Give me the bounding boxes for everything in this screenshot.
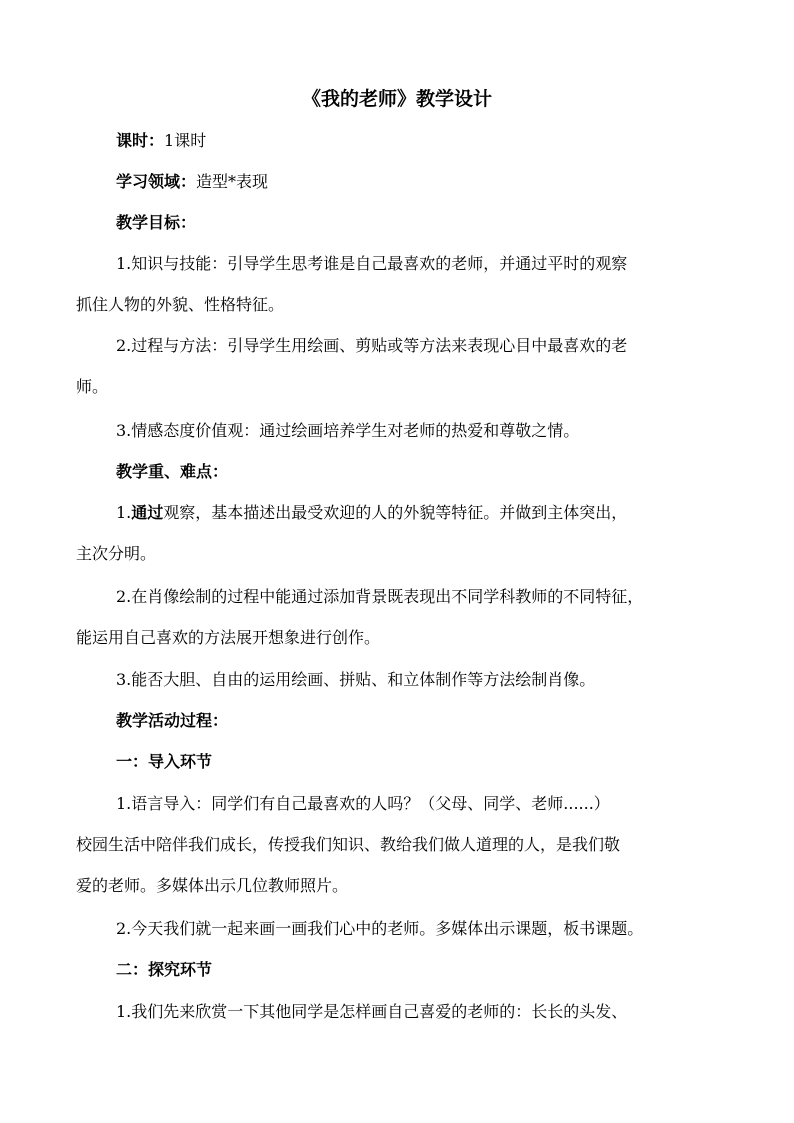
objective-2-line2: 师。 [76, 377, 109, 396]
key-point-1-line1 [116, 492, 728, 533]
class-hours-label: 课时： [116, 131, 165, 150]
key-point-1-line2: 主次分明。 [76, 544, 157, 563]
objective-1-line1: 1.知识与技能：引导学生思考谁是自己最喜欢的老师，并通过平时的观察 [116, 254, 628, 273]
class-hours-value: 1课时 [164, 131, 207, 150]
key-point-1-number: 1. [116, 503, 132, 522]
objective-3-line1: 3.情感态度价值观：通过绘画培养学生对老师的热爱和尊敬之情。 [116, 421, 580, 440]
objective-1-line2: 抓住人物的外貌、性格特征。 [76, 295, 285, 314]
section-2-heading: 二：探究环节 [116, 960, 213, 979]
section-1-item-1-line1: 1.语言导入：同学们有自己最喜欢的人吗？（父母、同学、老师......） [116, 794, 610, 813]
section-1-heading: 一：导入环节 [116, 752, 213, 771]
learning-field-line [116, 161, 728, 202]
section-1-item-2-line1: 2.今天我们就一起来画一画我们心中的老师。多媒体出示课题，板书课题。 [116, 919, 644, 938]
section-1-item-1-line3: 爱的老师。多媒体出示几位教师照片。 [76, 876, 349, 895]
key-points-heading: 教学重、难点： [116, 462, 229, 481]
key-point-2-line2: 能运用自己喜欢的方法展开想象进行创作。 [76, 628, 381, 647]
objectives-heading: 教学目标： [116, 213, 197, 232]
key-point-2-line1: 2.在肖像绘制的过程中能通过添加背景既表现出不同学科教师的不同特征， [116, 587, 644, 606]
objective-2-line1: 2.过程与方法：引导学生用绘画、剪贴或等方法来表现心目中最喜欢的老 [116, 336, 628, 355]
key-point-3-line1: 3.能否大胆、自由的运用绘画、拼贴、和立体制作等方法绘制肖像。 [116, 670, 596, 689]
section-2-item-1-line1: 1.我们先来欣赏一下其他同学是怎样画自己喜爱的老师的：长长的头发、 [116, 1002, 628, 1021]
class-hours-line [116, 120, 728, 161]
learning-field-value: 造型*表现 [196, 172, 269, 191]
document-title: 《我的老师》教学设计 [301, 88, 492, 110]
learning-field-label: 学习领域： [116, 172, 197, 191]
section-1-item-1-line2: 校园生活中陪伴我们成长，传授我们知识、教给我们做人道理的人，是我们敬 [76, 835, 621, 854]
key-point-1-bold: 通过 [131, 503, 164, 522]
process-heading: 教学活动过程： [116, 711, 229, 730]
key-point-1-rest: 观察，基本描述出最受欢迎的人的外貌等特征。并做到主体突出， [163, 503, 628, 522]
